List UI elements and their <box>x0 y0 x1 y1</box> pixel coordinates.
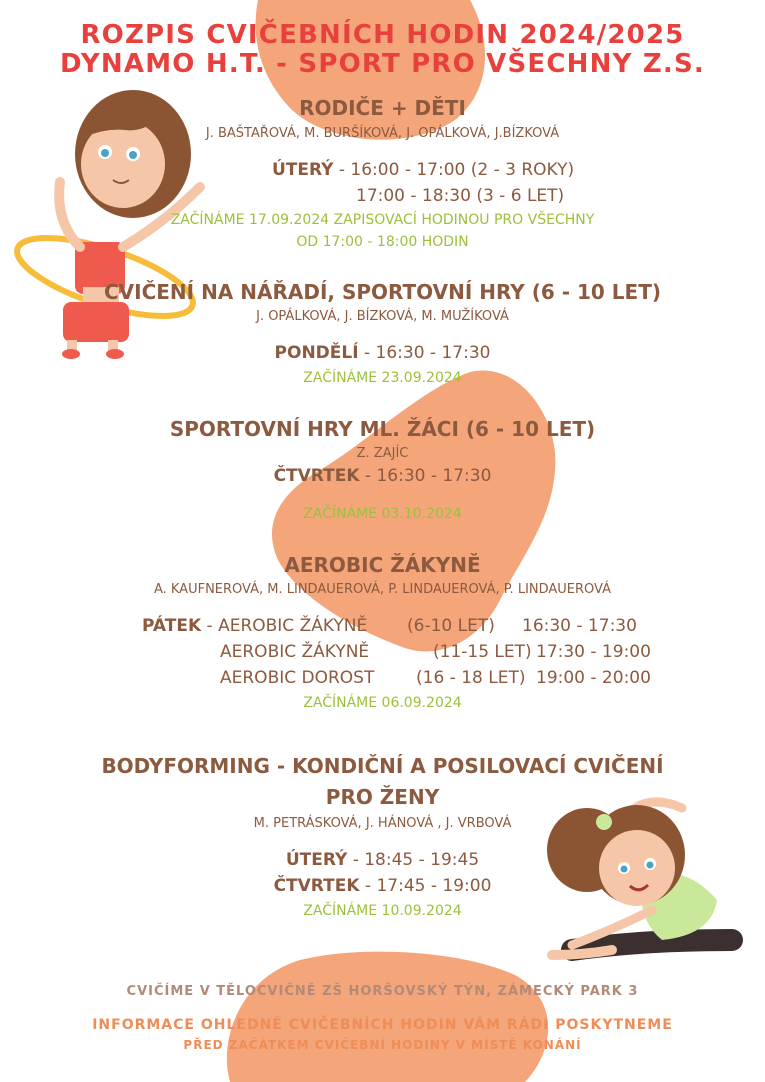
schedule-day: PONDĚLÍ <box>274 343 359 363</box>
schedule-day: ÚTERÝ <box>285 850 348 870</box>
aerobic-time: 17:30 - 19:00 <box>536 642 651 662</box>
schedule-line <box>0 466 765 486</box>
schedule-line <box>0 850 765 870</box>
footer-info-line2: PŘED ZAČÁTKEM CVIČEBNÍ HODINY V MÍSTĚ KONÁNÍ <box>183 1038 582 1052</box>
schedule-line <box>356 186 564 206</box>
aerobic-age: (16 - 18 LET) <box>416 668 526 688</box>
section-heading-apparatus: CVIČENÍ NA NÁŘADÍ, SPORTOVNÍ HRY (6 - 10 LET) <box>103 280 661 304</box>
section-instructors: A. KAUFNEROVÁ, M. LINDAUEROVÁ, P. LINDAUEROVÁ, P. LINDAUEROVÁ <box>153 582 612 597</box>
start-date-note: ZAČÍNÁME 23.09.2024 <box>303 370 462 386</box>
schedule-day: PÁTEK <box>142 616 202 636</box>
aerobic-group: AEROBIC DOROST <box>220 668 375 688</box>
schedule-line <box>272 160 574 180</box>
section-heading-bodyforming-2: PRO ŽENY <box>325 785 440 809</box>
aerobic-age: (11-15 LET) <box>433 642 532 662</box>
section-instructors: J. OPÁLKOVÁ, J. BÍZKOVÁ, M. MUŽÍKOVÁ <box>256 309 509 324</box>
section-heading-parents-children: RODIČE + DĚTI <box>299 96 466 120</box>
start-date-note: ZAČÍNÁME 03.10.2024 <box>303 506 462 522</box>
schedule-time: - 16:30 - 17:30 <box>359 466 492 486</box>
aerobic-age: (6-10 LET) <box>407 616 495 636</box>
footer-location: CVIČÍME V TĚLOCVIČNĚ ZŠ HORŠOVSKÝ TÝN, ZÁMECKÝ PARK 3 <box>126 984 639 999</box>
aerobic-group: AEROBIC ŽÁKYNĚ <box>220 642 370 662</box>
start-date-note: ZAČÍNÁME 17.09.2024 ZAPISOVACÍ HODINOU PRO VŠECHNY <box>170 212 595 228</box>
aerobic-time: 16:30 - 17:30 <box>522 616 637 636</box>
section-instructors: Z. ZAJÍC <box>356 446 409 461</box>
aerobic-time: 19:00 - 20:00 <box>536 668 651 688</box>
schedule-day: ČTVRTEK <box>273 876 360 896</box>
start-date-note: ZAČÍNÁME 10.09.2024 <box>303 903 462 919</box>
aerobic-group: - AEROBIC ŽÁKYNĚ <box>201 616 368 636</box>
section-heading-aerobic: AEROBIC ŽÁKYNĚ <box>284 553 481 577</box>
start-date-note: ZAČÍNÁME 06.09.2024 <box>303 695 462 711</box>
schedule-line <box>0 343 765 363</box>
schedule-time: - 18:45 - 19:45 <box>347 850 480 870</box>
footer-info-line1: INFORMACE OHLEDNĚ CVIČEBNÍCH HODIN VÁM RÁDI POSKYTNEME <box>92 1017 673 1033</box>
section-instructors: M. PETRÁSKOVÁ, J. HÁNOVÁ , J. VRBOVÁ <box>253 816 512 831</box>
schedule-time: - 16:30 - 17:30 <box>358 343 491 363</box>
schedule-line <box>0 876 765 896</box>
aerobic-row <box>142 616 367 636</box>
section-heading-bodyforming: BODYFORMING - KONDIČNÍ A POSILOVACÍ CVIČENÍ <box>101 754 664 778</box>
section-heading-sport-games: SPORTOVNÍ HRY ML. ŽÁCI (6 - 10 LET) <box>169 417 596 441</box>
start-date-note: OD 17:00 - 18:00 HODIN <box>296 234 469 250</box>
schedule-time: 17:00 - 18:30 (3 - 6 LET) <box>356 186 565 206</box>
page-title-line2: DYNAMO H.T. - SPORT PRO VŠECHNY Z.S. <box>60 49 705 79</box>
schedule-time: - 16:00 - 17:00 (2 - 3 ROKY) <box>333 160 575 180</box>
schedule-time: - 17:45 - 19:00 <box>359 876 492 896</box>
schedule-day: ČTVRTEK <box>273 466 360 486</box>
section-instructors: J. BAŠTAŘOVÁ, M. BURŠÍKOVÁ, J. OPÁLKOVÁ, J.BÍZKOVÁ <box>205 126 560 141</box>
schedule-day: ÚTERÝ <box>272 160 334 180</box>
page-title-line1: ROZPIS CVIČEBNÍCH HODIN 2024/2025 <box>80 20 685 50</box>
